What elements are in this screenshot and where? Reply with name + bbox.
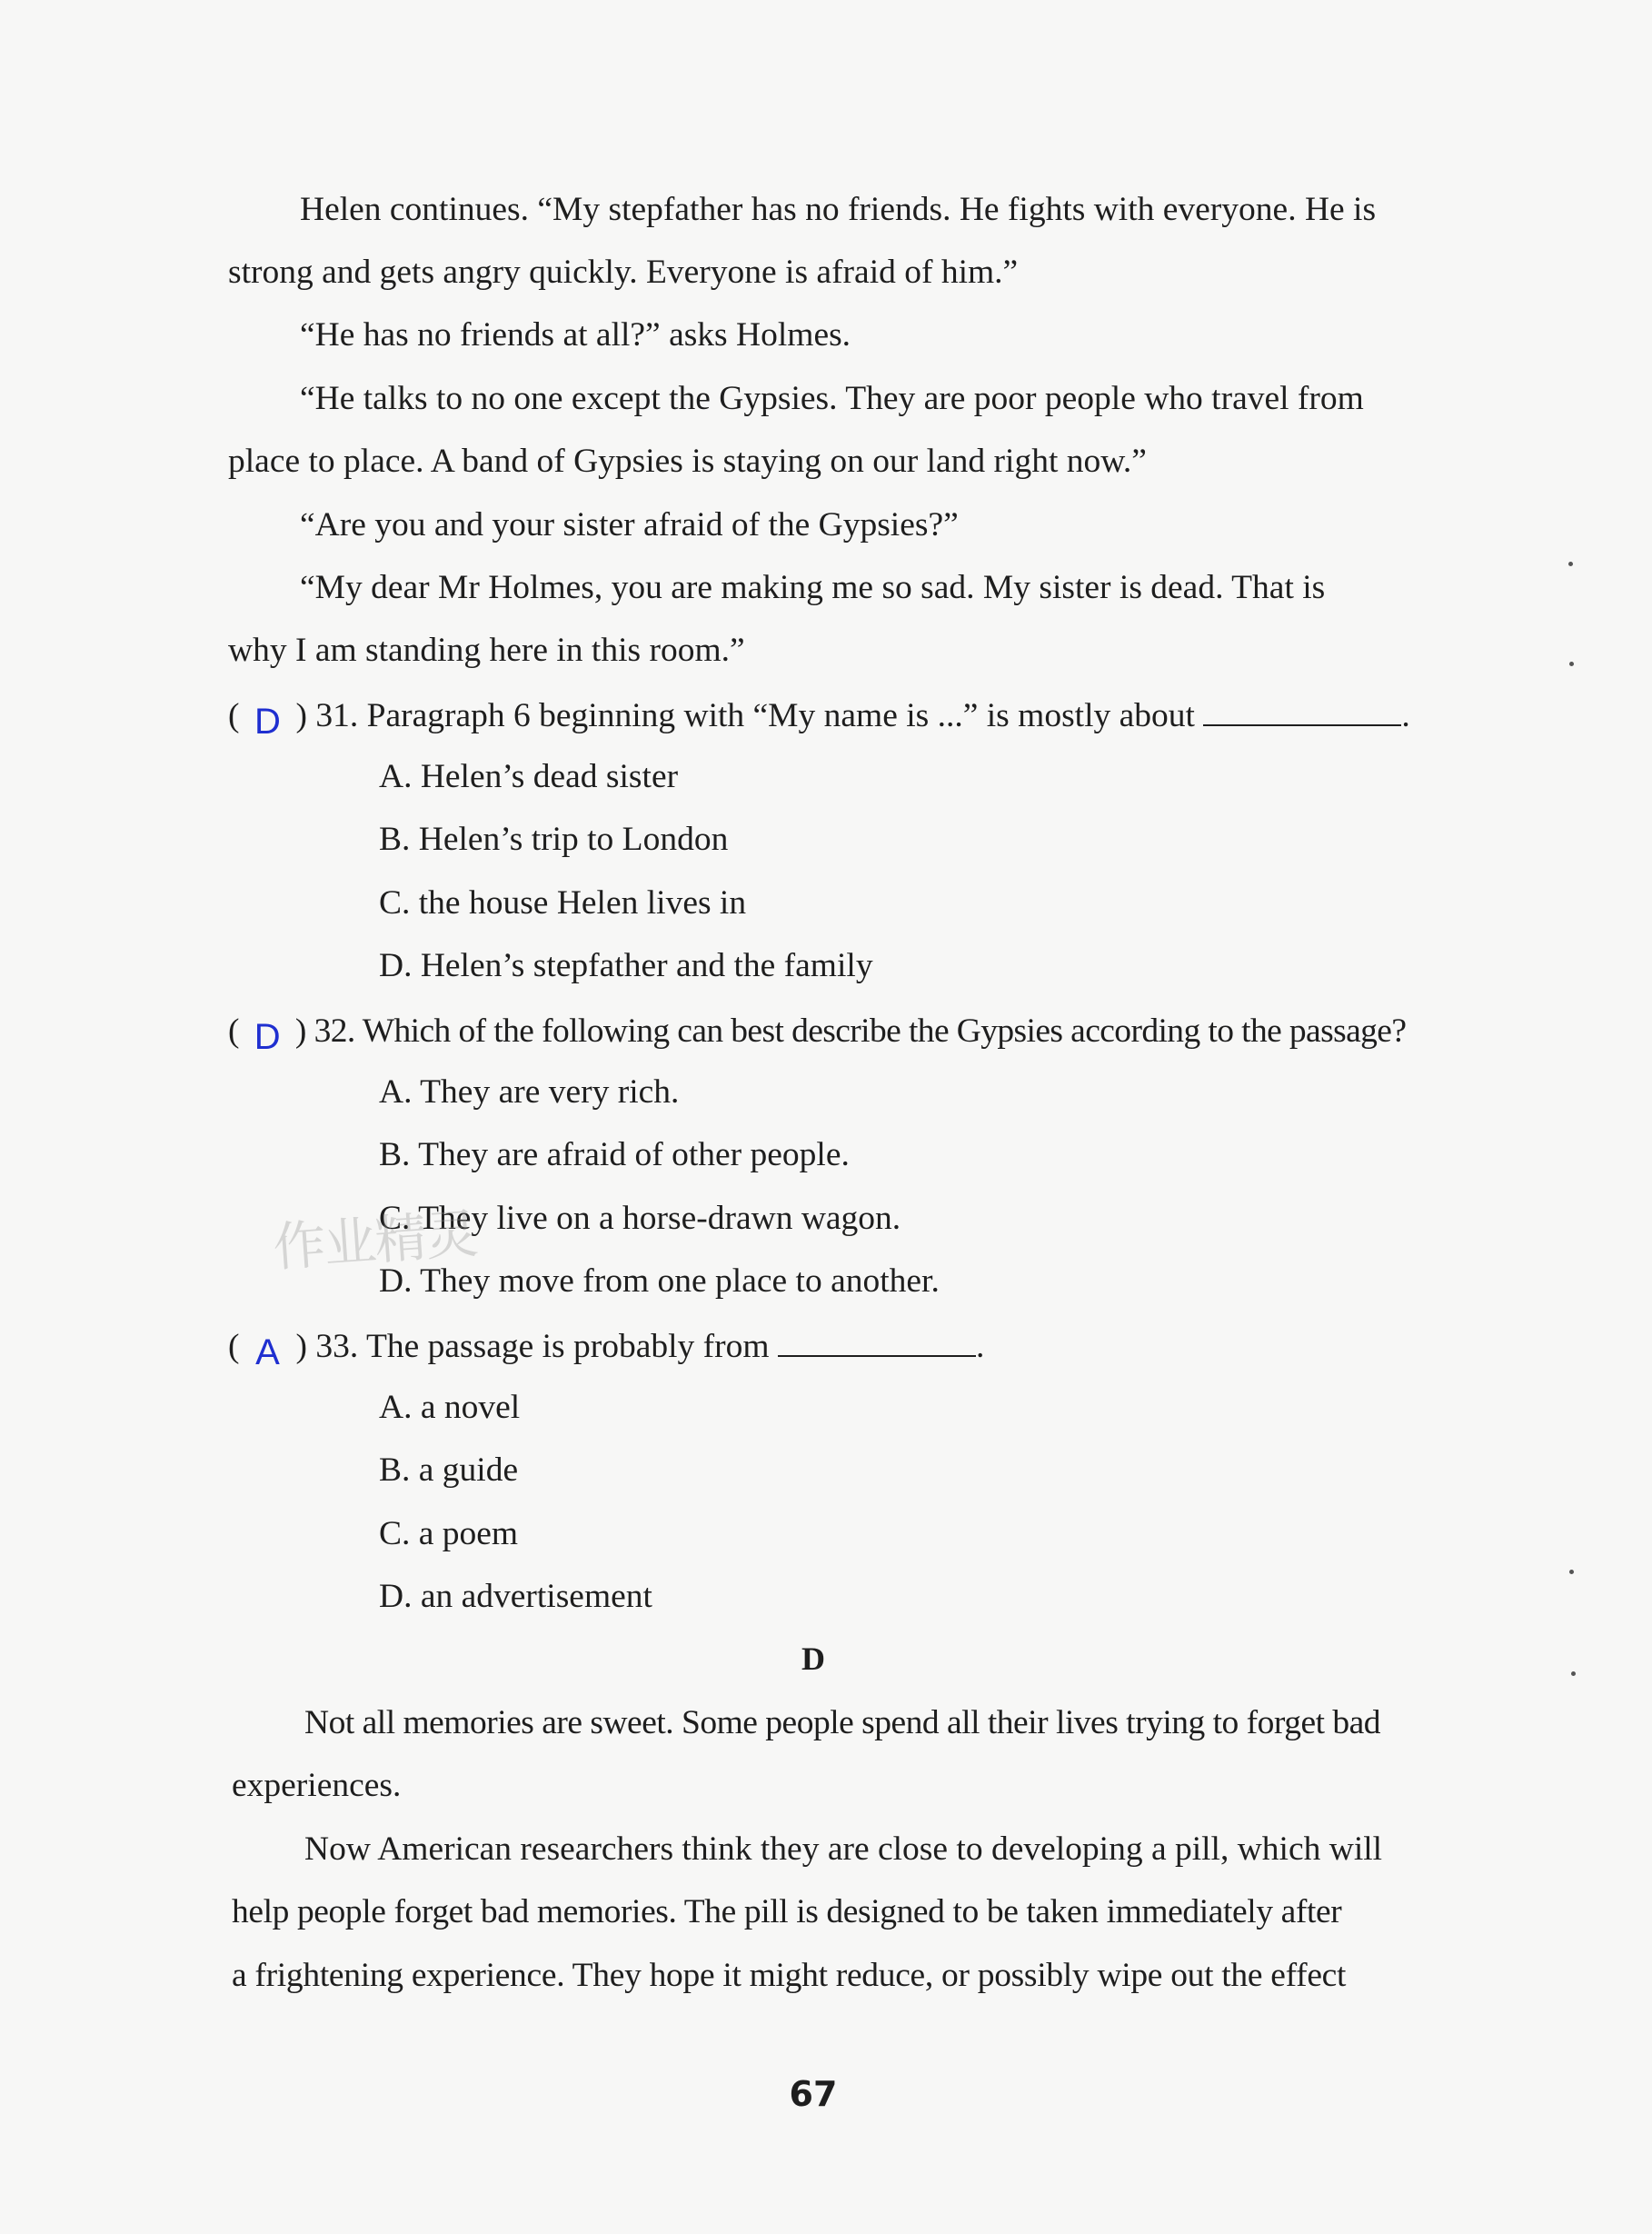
option: A. Helen’s dead sister	[379, 758, 679, 795]
scan-dot	[1569, 1570, 1574, 1574]
option: C. a poem	[379, 1515, 519, 1552]
question-32	[228, 1007, 1407, 1057]
paren-close: )	[295, 1328, 307, 1365]
page-number: 67	[789, 2074, 838, 2114]
option: A. a novel	[379, 1389, 521, 1426]
passage-line: place to place. A band of Gypsies is staying on our land right now.”	[228, 443, 1147, 480]
passage-line: help people forget bad memories. The pill is designed to be taken immediately after	[232, 1893, 1342, 1930]
passage-line: “He has no friends at all?” asks Holmes.	[300, 316, 851, 354]
answer-mark: A	[255, 1332, 280, 1372]
option: D. Helen’s stepfather and the family	[379, 947, 873, 984]
option: B. Helen’s trip to London	[379, 821, 729, 858]
question-stem: 32. Which of the following can best describe the Gypsies according to the passage?	[313, 1012, 1407, 1050]
question-end: .	[975, 1328, 985, 1365]
question-end: .	[1401, 697, 1410, 734]
scan-dot	[1571, 1671, 1576, 1676]
paren-open: (	[228, 697, 240, 734]
passage-line: “He talks to no one except the Gypsies. They are poor people who travel from	[300, 380, 1364, 417]
answer-mark: D	[254, 1017, 281, 1057]
answer-blank	[1203, 693, 1401, 726]
question-33	[228, 1322, 984, 1370]
passage-line: “Are you and your sister afraid of the Gypsies?”	[300, 506, 959, 544]
scan-dot	[1568, 562, 1573, 566]
option: B. a guide	[379, 1451, 519, 1489]
question-stem: 31. Paragraph 6 beginning with “My name is ...” is mostly about	[315, 697, 1195, 734]
passage-line: Helen continues. “My stepfather has no friends. He fights with everyone. He is	[300, 191, 1377, 228]
option: B. They are afraid of other people.	[379, 1136, 850, 1173]
scan-dot	[1569, 662, 1574, 666]
option: C. the house Helen lives in	[379, 884, 747, 922]
paren-close: )	[294, 1012, 306, 1050]
passage-line: a frightening experience. They hope it might reduce, or possibly wipe out the effect	[232, 1957, 1347, 1994]
option: D. an advertisement	[379, 1578, 652, 1615]
section-title: D	[801, 1641, 825, 1677]
watermark: 作业精灵	[271, 1202, 479, 1279]
question-31	[228, 692, 1410, 742]
paren-open: (	[228, 1328, 240, 1365]
passage-line: Not all memories are sweet. Some people spend all their lives trying to forget bad	[304, 1704, 1381, 1741]
option: C. They live on a horse-drawn wagon.	[379, 1200, 901, 1237]
passage-line: Now American researchers think they are close to developing a pill, which will	[304, 1830, 1383, 1868]
question-stem: 33. The passage is probably from	[315, 1328, 770, 1365]
answer-blank	[778, 1324, 976, 1357]
passage-line: experiences.	[232, 1767, 402, 1804]
passage-line: why I am standing here in this room.”	[228, 632, 745, 669]
passage-line: strong and gets angry quickly. Everyone is afraid of him.”	[228, 254, 1019, 291]
paren-close: )	[295, 697, 307, 734]
option: A. They are very rich.	[379, 1073, 680, 1111]
option: D. They move from one place to another.	[379, 1262, 940, 1300]
paren-open: (	[228, 1012, 239, 1050]
passage-line: “My dear Mr Holmes, you are making me so sad. My sister is dead. That is	[300, 569, 1326, 606]
answer-mark: D	[254, 702, 281, 742]
